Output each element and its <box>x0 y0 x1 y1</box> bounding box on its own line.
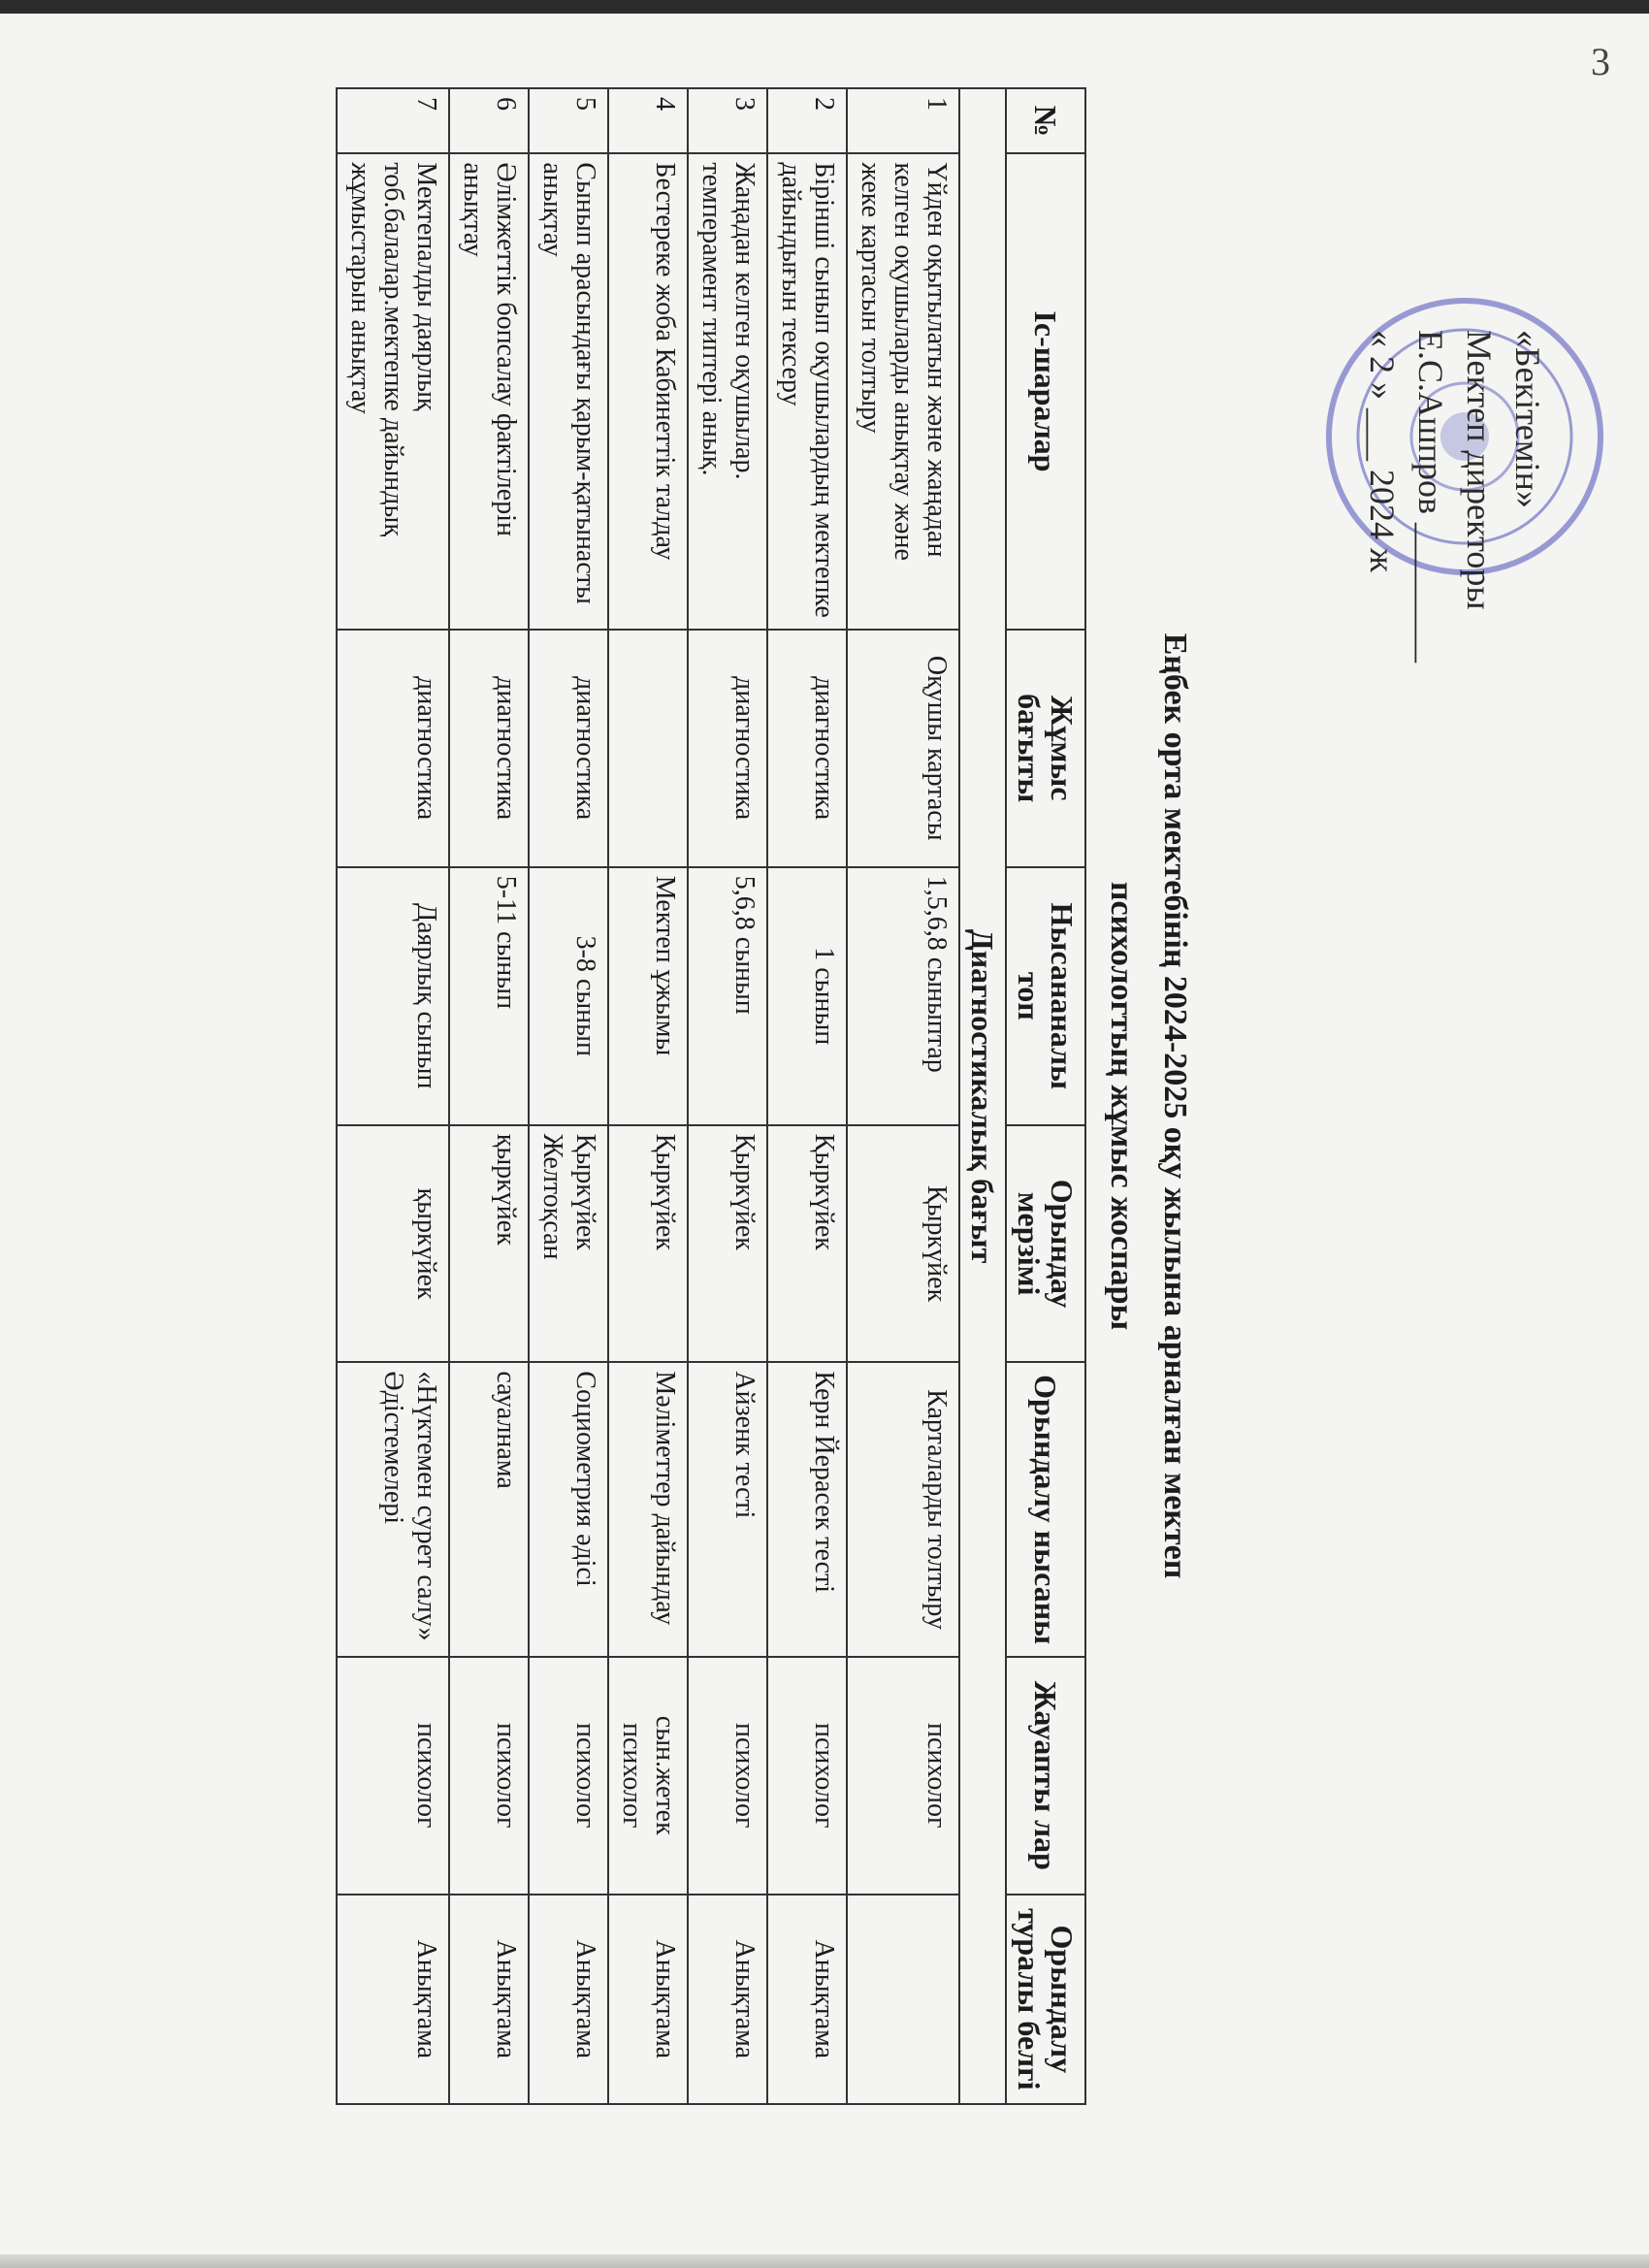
cell-direction: диагностика <box>688 630 767 867</box>
table-row <box>608 88 688 2104</box>
approval-date: « 2 » ___ 2024 ж <box>1363 330 1402 572</box>
cell-group: 5,6,8 сынып <box>688 867 767 1125</box>
table-row <box>688 88 767 2104</box>
cell-direction: диагностика <box>767 630 847 867</box>
cell-no: 3 <box>688 88 767 153</box>
cell-form: Айзенк тесті <box>688 1362 767 1657</box>
cell-no: 1 <box>847 88 959 153</box>
cell-date: қыркүйек <box>449 1125 529 1363</box>
approval-block <box>1358 330 1552 663</box>
table-row <box>337 88 449 2104</box>
cell-group: 1,5,6,8 сыныптар <box>847 867 959 1125</box>
header-responsible: Жауапты лар <box>1006 1657 1085 1895</box>
cell-no: 6 <box>449 88 529 153</box>
cell-responsible: психолог <box>337 1657 449 1895</box>
work-plan-table <box>336 87 1086 2105</box>
header-no: № <box>1006 88 1085 153</box>
cell-form: Карталарды толтыру <box>847 1362 959 1657</box>
cell-event: Мектепалды даярлық тоб.балалар.мектепке дайындық жұмыстарын анықтау <box>337 153 449 629</box>
cell-no: 7 <box>337 88 449 153</box>
cell-group: 5-11 сынып <box>449 867 529 1125</box>
cell-group: Мектеп ұжымы <box>608 867 688 1125</box>
cell-no: 4 <box>608 88 688 153</box>
cell-mark: Анықтама <box>529 1895 608 2104</box>
header-group: Нысананалы топ <box>1006 867 1085 1125</box>
cell-date: Қыркүйек <box>767 1125 847 1363</box>
cell-no: 5 <box>529 88 608 153</box>
table-row <box>767 88 847 2104</box>
table-header-row <box>1006 88 1085 2104</box>
cell-form: Мәліметтер дайындау <box>608 1362 688 1657</box>
cell-direction: Оқушы картасы <box>847 630 959 867</box>
cell-responsible: психолог <box>529 1657 608 1895</box>
cell-mark <box>847 1895 959 2104</box>
cell-responsible: психолог <box>767 1657 847 1895</box>
cell-date: Қыркүйек Желтоқсан <box>529 1125 608 1363</box>
cell-form: «Нүктемен сурет салу» Әдістемелері <box>337 1362 449 1657</box>
approval-position: Мектеп директоры <box>1460 330 1499 610</box>
cell-date: Қыркүйек <box>847 1125 959 1363</box>
approval-signature: Е.С.Ашпров ________ <box>1411 330 1450 663</box>
cell-mark: Анықтама <box>608 1895 688 2104</box>
cell-date: Қыркүйек <box>608 1125 688 1363</box>
cell-form: Керн Йерасек тесті <box>767 1362 847 1657</box>
cell-no: 2 <box>767 88 847 153</box>
header-form: Орындалу нысаны <box>1006 1362 1085 1657</box>
cell-date: қыркүйек <box>337 1125 449 1363</box>
cell-group: Даярлық сынып <box>337 867 449 1125</box>
cell-responsible: сын.жетек психолог <box>608 1657 688 1895</box>
cell-mark: Анықтама <box>337 1895 449 2104</box>
cell-event: Үйден оқытылатын және жаңадан келген оқушыларды анықтау және жеке картасын толтыру <box>847 153 959 629</box>
header-mark: Орындалу туралы белгі <box>1006 1895 1085 2104</box>
cell-form: Социометрия әдісі <box>529 1362 608 1657</box>
cell-direction: диагностика <box>529 630 608 867</box>
cell-direction <box>608 630 688 867</box>
cell-group: 3-8 сынып <box>529 867 608 1125</box>
header-direction: Жұмыс бағыты <box>1006 630 1085 867</box>
section-title: Диагностикалық бағыт <box>959 88 1006 2104</box>
cell-responsible: психолог <box>847 1657 959 1895</box>
document-subtitle: психологтың жұмыс жоспары <box>1104 881 1140 1331</box>
page-number: 3 <box>1591 40 1610 83</box>
cell-event: Бестереке жоба Кабинеттік талдау <box>608 153 688 629</box>
cell-mark: Анықтама <box>688 1895 767 2104</box>
cell-event: Сынып арасындағы қарым-қатынасты анықтау <box>529 153 608 629</box>
cell-mark: Анықтама <box>449 1895 529 2104</box>
scan-edge-bottom <box>0 2254 1649 2268</box>
header-event: Іс-шаралар <box>1006 153 1085 629</box>
cell-responsible: психолог <box>449 1657 529 1895</box>
document-title: Еңбек орта мектебінің 2024-2025 оқу жылына арналған мектеп <box>1157 632 1193 1579</box>
cell-responsible: психолог <box>688 1657 767 1895</box>
table-row <box>449 88 529 2104</box>
cell-direction: диагностика <box>449 630 529 867</box>
cell-event: Әлімжеттік бопсалау фактілерін анықтау <box>449 153 529 629</box>
cell-mark: Анықтама <box>767 1895 847 2104</box>
table-row <box>529 88 608 2104</box>
scan-edge-top <box>0 0 1649 14</box>
cell-form: сауалнама <box>449 1362 529 1657</box>
cell-event: Жаңадан келген оқушылар. темперамент типтері анық. <box>688 153 767 629</box>
cell-date: Қыркүйек <box>688 1125 767 1363</box>
cell-event: Бірінші сынып оқушылардың мектепке дайындығын тексеру <box>767 153 847 629</box>
table-row <box>847 88 959 2104</box>
cell-direction: диагностика <box>337 630 449 867</box>
cell-group: 1 сынып <box>767 867 847 1125</box>
rotated-document-sheet <box>213 39 1649 2173</box>
section-row <box>959 88 1006 2104</box>
header-date: Орындау мерзімі <box>1006 1125 1085 1363</box>
approval-heading: «Бекітемін» <box>1508 330 1547 508</box>
